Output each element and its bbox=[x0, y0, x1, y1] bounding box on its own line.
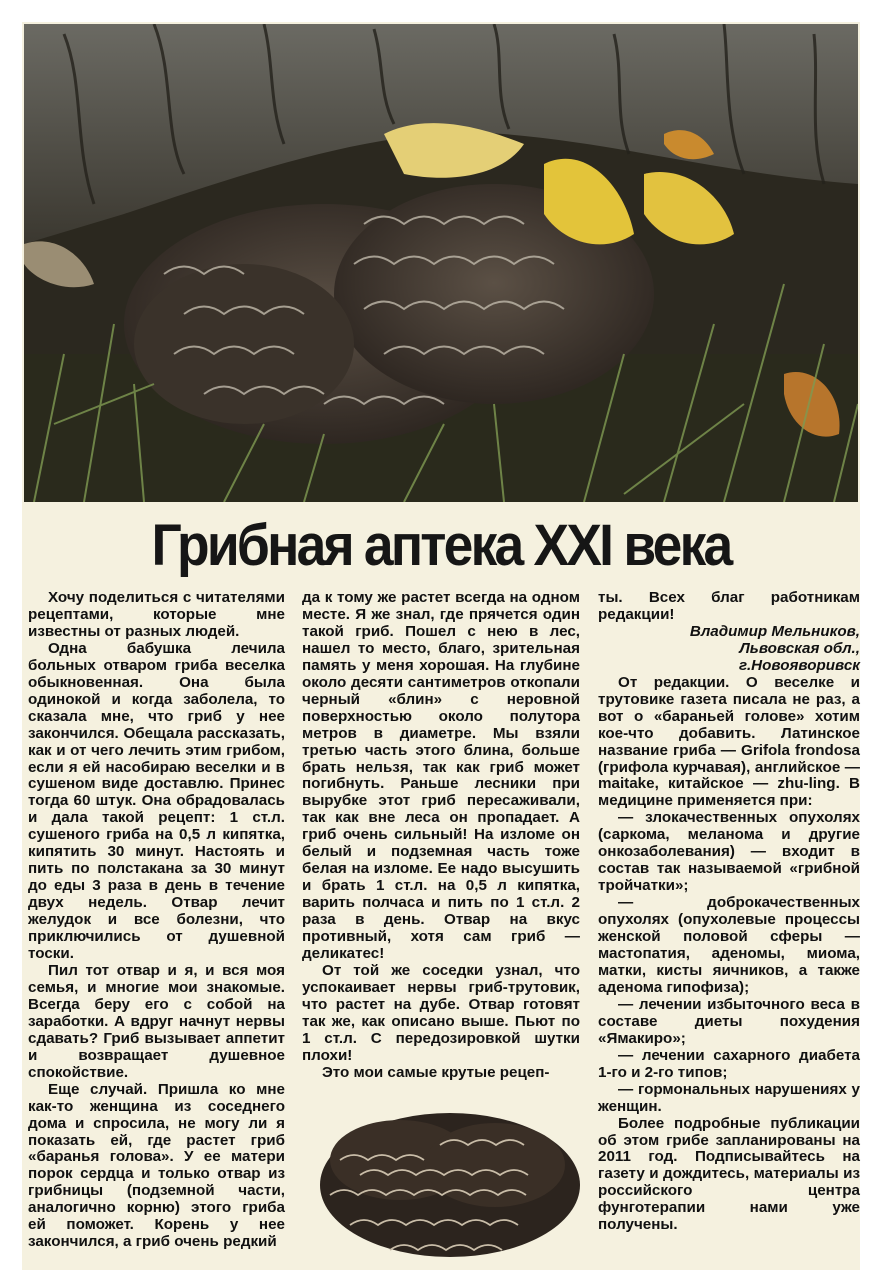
paragraph: ты. Всех благ работникам редакции! bbox=[598, 589, 860, 623]
author-name: Владимир Мельников, bbox=[689, 622, 860, 640]
author-signature bbox=[598, 624, 860, 675]
mushroom-photo bbox=[24, 24, 858, 502]
paragraph: Это мои самые крутые рецеп- bbox=[322, 1063, 550, 1081]
editor-label: От редакции. bbox=[618, 673, 730, 691]
author-region: Львовская обл., bbox=[739, 639, 860, 657]
article-headline: Грибная аптека XXI века bbox=[151, 513, 731, 578]
paragraph: Хочу поделиться с читателями рецептами, которые мне известны от разных людей. bbox=[28, 589, 285, 640]
paragraph: — гормональных нарушениях у женщин. bbox=[598, 1080, 860, 1115]
paragraph: Одна бабушка лечила больных отваром гриба веселка обыкновенная. Она была одинокой и когда заболела, то сказала мне, что гриб у нее закончился. Обещала рассказать, как и от чего лечить этим грибом, если я ей насобираю веселки и в сушеном виде доставлю. Принес тогда 60 штук. Она обрадовалась и дала такой рецепт: 1 ст.л. сушеного гриба на 0,5 л кипятка, кипятить 30 минут. Настоять и пить по полстакана за 30 минут до еды 3 раза в день в течение двух недель. Отвар лечит желудок и все болезни, что приключились от душевной тоски. bbox=[28, 639, 285, 963]
paragraph: Еще случай. Пришла ко мне как-то женщина из соседнего дома и спросила, не могу ли я показать ей, где растет гриб «баранья голова». У ее матери порок сердца и только отвар из грибницы (подземной части, аналогично корню) этого гриба ей поможет. Корень у нее закончился, а гриб очень редкий bbox=[28, 1080, 285, 1251]
paragraph: — лечении сахарного диабета 1-го и 2-го типов; bbox=[598, 1046, 860, 1081]
paragraph: — доброкачественных опухолях (опухолевые процессы женской половой сферы — мастопатия, аденомы, миома, матки, кисты яичников, а также аденома гипофиза); bbox=[598, 894, 860, 996]
mushroom-illustration bbox=[300, 1090, 585, 1265]
paragraph: Пил тот отвар и я, и вся моя семья, и многие мои знакомые. Всегда беру его с собой на заработки. А вдруг начнут нервы сдавать? Гриб вызывает аппетит и возвращает душевное спокойствие. bbox=[28, 961, 285, 1081]
article-column-3 bbox=[598, 590, 860, 1234]
mushroom-photo-illustration bbox=[24, 24, 858, 502]
article-column-2 bbox=[302, 590, 580, 1082]
paragraph: О веселке и трутовике газета писала не раз, а вот о «бараньей голове» хотим кое-что добавить. Латинское название гриба — Grifola frondosa (грифола курчавая), английское — maitake, китайское — zhu-ling. В медицине применяется при: bbox=[598, 673, 860, 810]
paragraph: От той же соседки узнал, что успокаивает нервы гриб-трутовик, что растет на дубе. Отвар готовят так же, как описано выше. Пьют по 1 ст.л. С передозировкой шутки плохи! bbox=[302, 961, 580, 1064]
article-column-1 bbox=[28, 590, 285, 1251]
paragraph: Более подробные публикации об этом грибе запланированы на 2011 год. Подписывайтесь на газету и дождитесь, материалы из российского центра фунготерапии нами уже получены. bbox=[598, 1114, 860, 1234]
author-city: г.Новояворивск bbox=[739, 656, 860, 674]
paragraph: — злокачественных опухолях (саркома, меланома и другие онкозаболевания) — входит в состав так называемой «грибной тройчатки»; bbox=[598, 809, 860, 895]
paragraph: да к тому же растет всегда на одном месте. Я же знал, где прячется один такой гриб. Пошел с нею в лес, нашел то место, благо, зрительная память у меня хорошая. На глубине около десяти сантиметров откопали черный «блин» с неровной поверхностью около полутора метров в диаметре. Мы взяли третью часть этого блина, больше брать нельзя, так как гриб может погибнуть. Раньше лесники при вырубке этот гриб пересаживали, так как вне леса он пропадает. А гриб очень сильный! На изломе он белый и подземная часть тоже белая на изломе. Ее надо высушить и брать 1 ст.л. на 0,5 л кипятка, варить полчаса и пить по 1 ст.л. 2 раза в день. Отвар на вкус противный, хотя сам гриб — деликатес! bbox=[302, 589, 580, 963]
editor-note bbox=[598, 675, 860, 811]
paragraph: — лечении избыточного веса в составе диеты похудения «Ямакиро»; bbox=[598, 995, 860, 1047]
